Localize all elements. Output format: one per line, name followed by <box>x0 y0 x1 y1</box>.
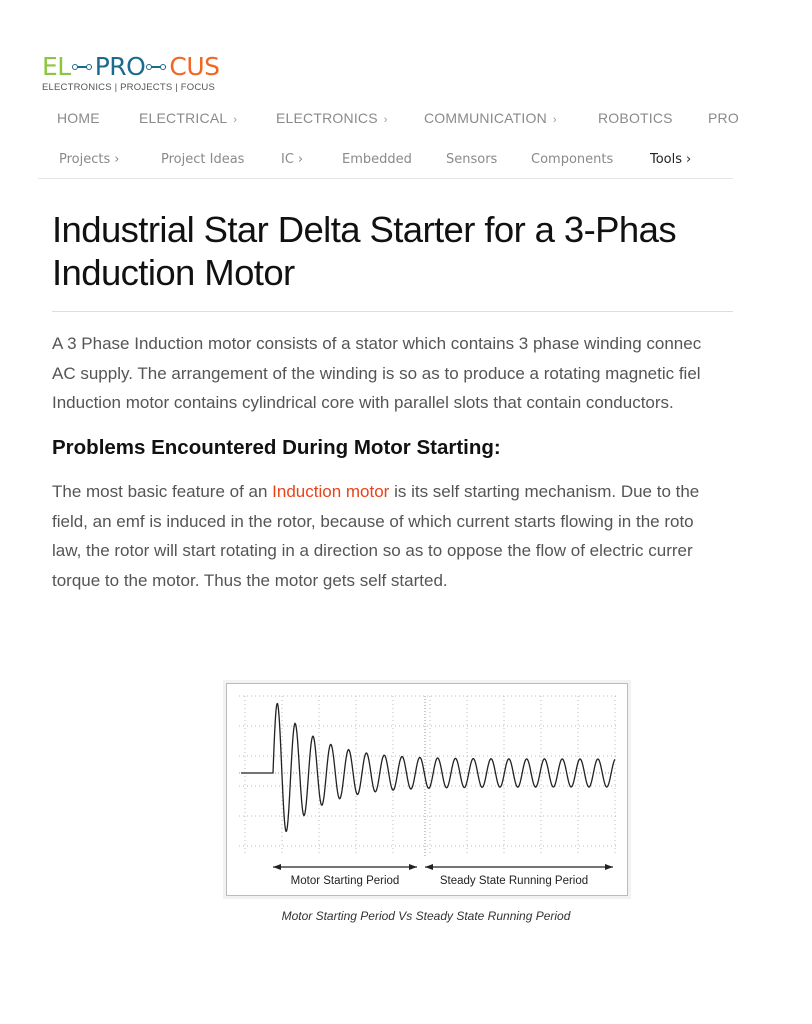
chevron-right-icon: › <box>552 114 557 126</box>
paragraph-line: A 3 Phase Induction motor consists of a stator which contains 3 phase winding connec <box>52 334 702 353</box>
chevron-right-icon: › <box>383 114 388 126</box>
paragraph-line: law, the rotor will start rotating in a direction so as to oppose the flow of electric currer <box>52 541 693 560</box>
subnav-item-tools[interactable] <box>650 152 691 167</box>
paragraph-text: is its self starting mechanism. Due to the <box>389 482 700 501</box>
article-title <box>52 208 812 294</box>
figure-caption: Motor Starting Period Vs Steady State Running Period <box>281 909 571 923</box>
paragraph-line: field, an emf is induced in the rotor, because of which current starts flowing in the roto <box>52 511 694 531</box>
section-heading: Problems Encountered During Motor Starting: <box>52 436 501 459</box>
article-title-line: Industrial Star Delta Starter for a 3-Phas <box>52 209 676 250</box>
subnav-item-sensors[interactable] <box>446 152 497 167</box>
subnav-label: Components <box>531 152 614 167</box>
arrow-head-left-icon <box>425 864 433 870</box>
nav-label: HOME <box>57 110 100 126</box>
arrow-head-right-icon <box>409 864 417 870</box>
subnav-item-embedded[interactable] <box>342 152 412 167</box>
nav-item-projects[interactable] <box>708 110 739 126</box>
logo-text-cus: CUS <box>169 52 220 81</box>
chevron-right-icon: › <box>686 152 692 167</box>
starting-paragraph <box>52 477 812 595</box>
nav-item-home[interactable] <box>57 110 100 126</box>
arrow-head-left-icon <box>273 864 281 870</box>
subnav-label: IC <box>281 152 294 167</box>
logo-text-el: EL <box>42 52 71 81</box>
nav-label: PRO <box>708 110 739 126</box>
logo-text-pro: PRO <box>94 52 146 81</box>
chevron-right-icon: › <box>297 152 304 167</box>
nav-item-robotics[interactable] <box>598 110 673 126</box>
main-nav <box>38 110 739 132</box>
subnav-label: Project Ideas <box>161 152 245 167</box>
logo-tagline: ELECTRONICS | PROJECTS | FOCUS <box>42 82 215 93</box>
logo-connector-icon <box>146 62 168 72</box>
subnav-item-projects[interactable] <box>59 152 119 167</box>
waveform-figure[interactable] <box>226 683 628 896</box>
oscilloscope-grid <box>239 696 617 856</box>
subnav-item-ic[interactable] <box>281 152 303 167</box>
paragraph-text: The most basic feature of an <box>52 482 273 501</box>
paragraph-line: torque to the motor. Thus the motor gets self started. <box>52 570 448 590</box>
logo-connector-icon <box>72 62 94 72</box>
sub-nav <box>38 152 733 179</box>
subnav-label: Sensors <box>446 152 498 167</box>
chevron-right-icon: › <box>233 114 238 126</box>
site-logo[interactable] <box>42 54 219 93</box>
arrow-head-right-icon <box>605 864 613 870</box>
subnav-label: Projects <box>59 152 111 167</box>
paragraph-line: AC supply. The arrangement of the winding is so as to produce a rotating magnetic fiel <box>52 363 701 383</box>
article-title-line: Induction Motor <box>52 252 295 293</box>
nav-label: ELECTRONICS <box>276 110 378 126</box>
title-divider <box>52 311 733 312</box>
nav-label: ROBOTICS <box>598 110 673 126</box>
steady-state-label: Steady State Running Period <box>439 875 589 887</box>
subnav-item-project-ideas[interactable] <box>161 152 244 167</box>
nav-label: ELECTRICAL <box>139 110 228 126</box>
subnav-label: Embedded <box>342 152 412 167</box>
nav-item-electronics[interactable] <box>276 110 388 126</box>
nav-item-electrical[interactable] <box>139 110 237 126</box>
motor-current-waveform-image <box>227 684 627 895</box>
chevron-right-icon: › <box>114 152 120 167</box>
paragraph-line: Induction motor contains cylindrical core with parallel slots that contain conductors. <box>52 393 674 412</box>
nav-label: COMMUNICATION <box>424 110 547 126</box>
current-waveform <box>241 704 615 832</box>
starting-period-label: Motor Starting Period <box>290 875 400 887</box>
induction-motor-link[interactable]: Induction motor <box>272 482 390 501</box>
subnav-item-components[interactable] <box>531 152 613 167</box>
subnav-label: Tools <box>650 152 683 167</box>
nav-item-communication[interactable] <box>424 110 557 126</box>
intro-paragraph <box>52 329 812 418</box>
